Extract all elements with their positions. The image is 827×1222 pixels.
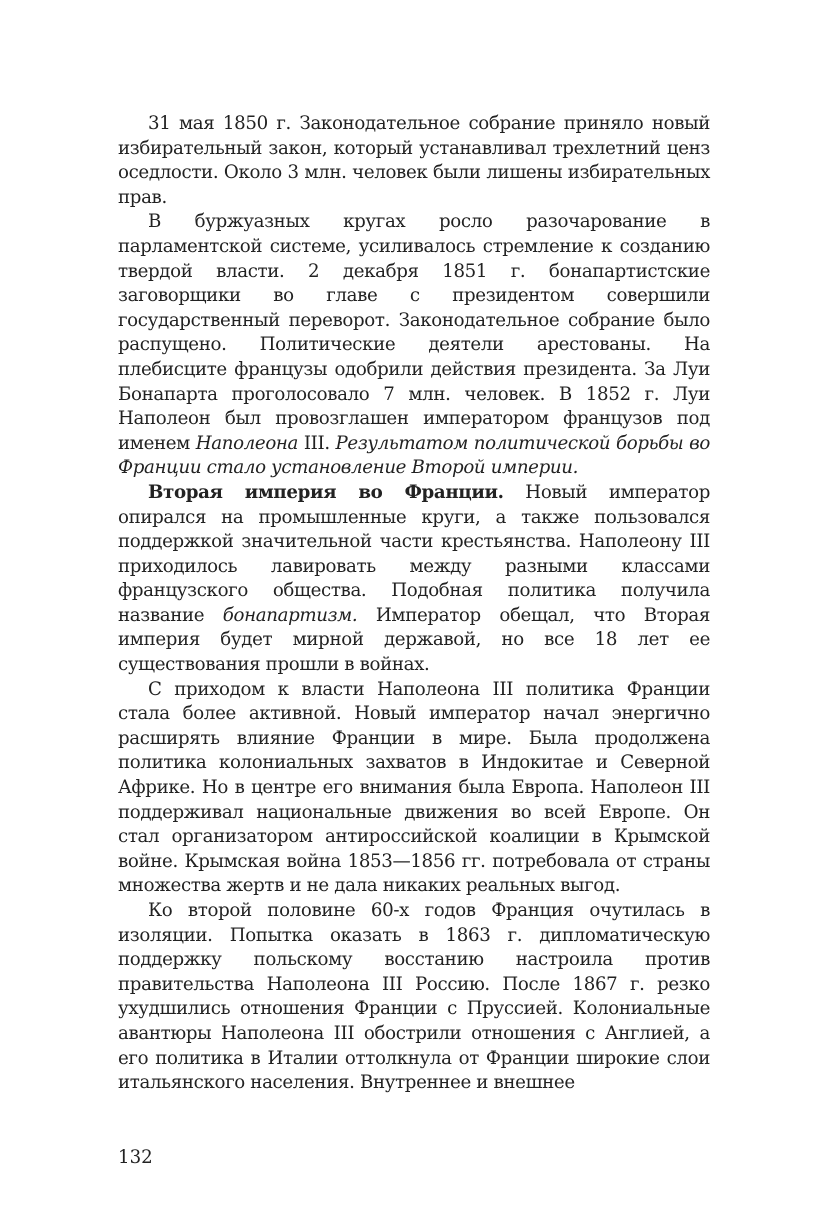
paragraph-3-emphasis-term: бонапартизм.	[222, 604, 358, 626]
paragraph-5: Ко второй половине 60-х годов Франция очутилась в изоляции. Попытка оказать в 1863 г. дипломатическую поддержку польскому восстанию настроила против правительства Наполеона III Россию. После 1867 г. резко ухудшились отношения Франции с Пруссией. Колониальные авантюры Наполеона III обострили отношения с Англией, а его политика в Италии оттолкнула от Франции широкие слои итальянского населения. Внутреннее и внешнее	[118, 900, 710, 1094]
paragraph-3-text-b: Император обещал, что Вторая империя будет мирной державой, но все 18 лет ее существования прошли в войнах.	[118, 604, 710, 676]
paragraph-3-text-a: Новый император опирался на промышленные круги, а также пользовался поддержкой значительной части крестьянства. Наполеону III приходилось лавировать между разными классами французского общества. Подобная политика получила название	[118, 481, 710, 626]
page-number: 132	[118, 1147, 153, 1168]
paragraph-2-text-a: В буржуазных кругах росло разочарование в парламентской системе, усиливалось стремление к созданию твердой власти. 2 декабря 1851 г. бонапартистские заговорщики во главе с президентом совершили государственный переворот. Законодательное собрание было распущено. Политические деятели арестованы. На плебисците французы одобрили действия президента. За Луи Бонапарта проголосовало 7 млн. человек. В 1852 г. Луи Наполеон был провозглашен императором французов под именем	[118, 211, 710, 454]
paragraph-2-text-b: III.	[298, 432, 336, 454]
section-heading: Вторая империя во Франции.	[148, 481, 504, 503]
page-body	[118, 112, 710, 1096]
paragraph-1: 31 мая 1850 г. Законодательное собрание приняло новый избирательный закон, который устанавливал трехлетний ценз оседлости. Около 3 млн. человек были лишены избирательных прав.	[118, 113, 710, 208]
paragraph-2-emphasis-name: Наполеона	[195, 432, 299, 454]
paragraph-4: С приходом к власти Наполеона III политика Франции стала более активной. Новый император начал энергично расширять влияние Франции в мире. Была продолжена политика колониальных захватов в Индокитае и Северной Африке. Но в центре его внимания была Европа. Наполеон III поддерживал национальные движения во всей Европе. Он стал организатором антироссийской коалиции в Крымской войне. Крымская война 1853—1856 гг. потребовала от страны множества жертв и не дала никаких реальных выгод.	[118, 678, 710, 897]
paragraph-2-emphasis-conclusion: Результатом политической борьбы во Франции стало установление Второй империи.	[118, 432, 710, 479]
paragraph-2	[118, 210, 710, 481]
paragraph-3	[118, 481, 710, 678]
